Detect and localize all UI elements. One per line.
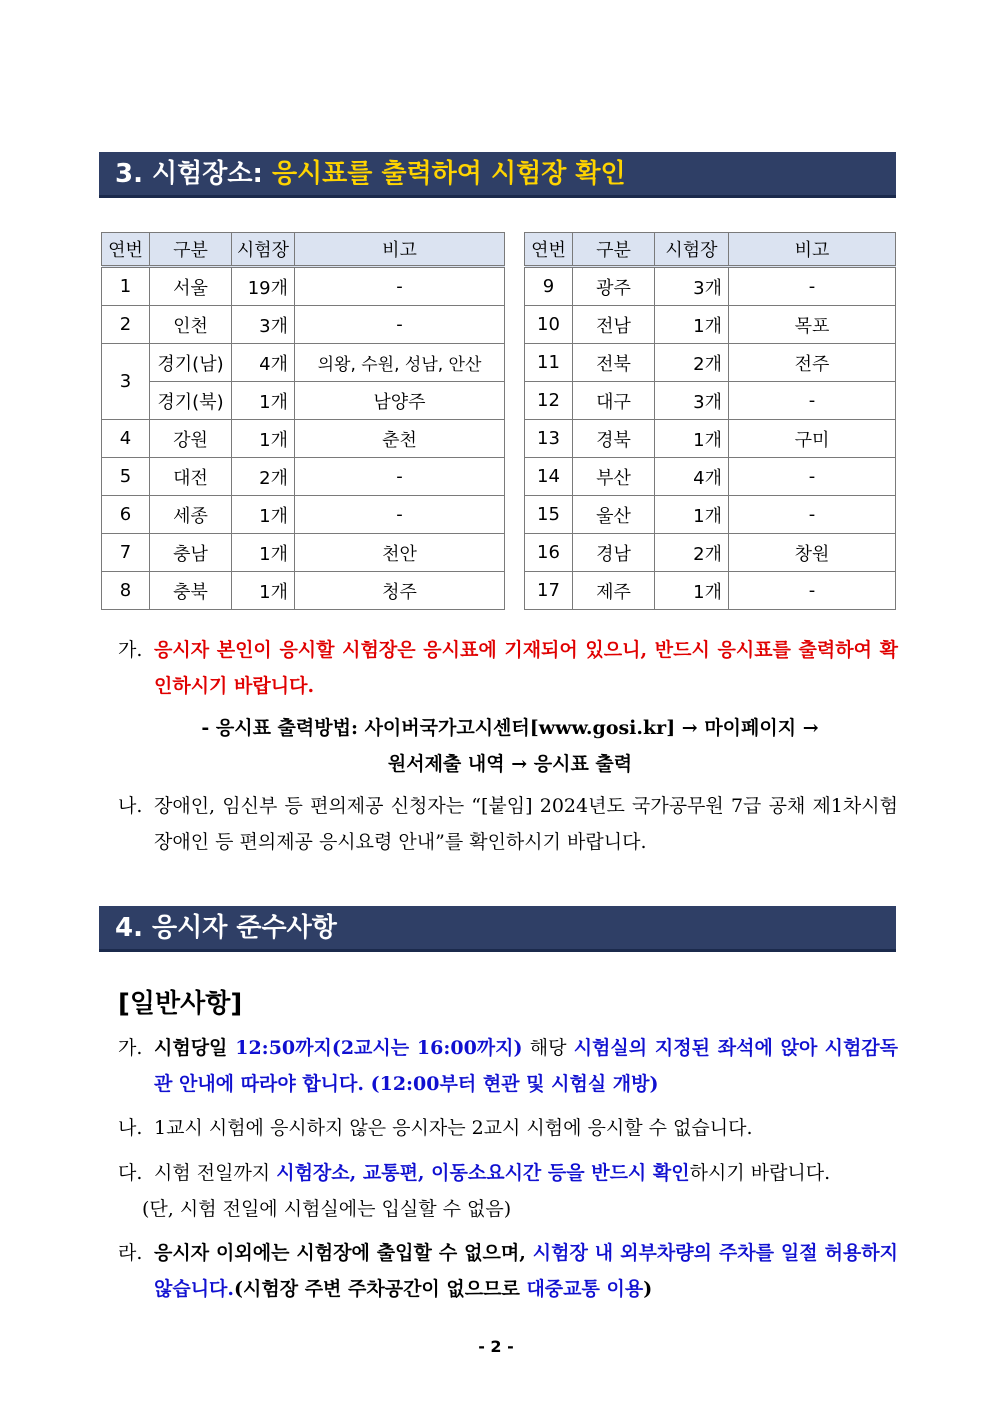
cell-note: 창원 <box>729 534 896 572</box>
cell-count: 4개 <box>232 344 295 382</box>
table-row <box>102 458 505 496</box>
cell-region: 세종 <box>150 496 232 534</box>
cell-count: 1개 <box>232 534 295 572</box>
rule-ga-part-4: 시험실의 지정된 좌석에 앉아 <box>573 1037 818 1059</box>
cell-no: 15 <box>525 496 573 534</box>
table-row <box>525 458 896 496</box>
note-ga <box>118 632 898 704</box>
rule-na-text: 1교시 시험에 응시하지 않은 응시자는 2교시 시험에 응시할 수 없습니다. <box>154 1117 753 1139</box>
cell-no: 17 <box>525 572 573 610</box>
table-row <box>102 496 505 534</box>
cell-no: 10 <box>525 306 573 344</box>
cell-region: 충남 <box>150 534 232 572</box>
rule-ra-part-5: ) <box>643 1278 653 1300</box>
note-na <box>118 788 898 860</box>
cell-count: 3개 <box>655 267 729 306</box>
rule-ra-part-4: 대중교통 이용 <box>526 1278 644 1300</box>
cell-note: - <box>295 496 505 534</box>
rule-ga <box>118 1030 898 1102</box>
cell-count: 1개 <box>655 496 729 534</box>
cell-note: 구미 <box>729 420 896 458</box>
header-note: 비고 <box>729 233 896 267</box>
rule-ra-part-2: 시험장 내 외부차량의 주차를 일절 허용하지 않습니다. <box>154 1242 898 1300</box>
header-count: 시험장 <box>655 233 729 267</box>
table-row <box>102 420 505 458</box>
rule-da-part-1: 시험 전일까지 <box>154 1162 277 1184</box>
cell-count: 1개 <box>232 382 295 420</box>
cell-note: - <box>729 496 896 534</box>
cell-count: 4개 <box>655 458 729 496</box>
table-row <box>102 572 505 610</box>
cell-region: 경북 <box>573 420 655 458</box>
page-number: - 2 - <box>478 1337 514 1356</box>
table-row <box>525 306 896 344</box>
cell-region: 경기(남) <box>150 344 232 382</box>
cell-region: 광주 <box>573 267 655 306</box>
cell-region: 충북 <box>150 572 232 610</box>
table-row <box>525 420 896 458</box>
exam-site-table-right <box>524 232 896 610</box>
print-method-line-2: 원서제출 내역 → 응시표 출력 <box>387 753 633 775</box>
rule-ga-part-2: 12:50까지(2교시는 16:00까지) <box>235 1037 523 1059</box>
rule-ra-part-3: (시험장 주변 주차공간이 없으므로 <box>234 1278 527 1300</box>
table-row <box>525 344 896 382</box>
table-row <box>102 344 505 382</box>
cell-note: - <box>295 306 505 344</box>
rule-da-part-3: 하시기 바랍니다. <box>689 1162 831 1184</box>
header-count: 시험장 <box>232 233 295 267</box>
table-header-row <box>525 233 896 267</box>
cell-region: 경남 <box>573 534 655 572</box>
note-na-marker: 나. <box>118 795 143 817</box>
cell-no: 7 <box>102 534 150 572</box>
cell-no: 11 <box>525 344 573 382</box>
cell-note: 전주 <box>729 344 896 382</box>
cell-count: 1개 <box>232 420 295 458</box>
cell-region: 전남 <box>573 306 655 344</box>
rule-na <box>118 1110 898 1146</box>
cell-note: - <box>729 572 896 610</box>
cell-no: 5 <box>102 458 150 496</box>
rule-da <box>118 1155 898 1227</box>
cell-no: 8 <box>102 572 150 610</box>
rule-ra-marker: 라. <box>118 1242 143 1264</box>
cell-no: 12 <box>525 382 573 420</box>
header-note: 비고 <box>295 233 505 267</box>
cell-region: 전북 <box>573 344 655 382</box>
section-4-header <box>99 906 896 952</box>
rule-ga-marker: 가. <box>118 1037 143 1059</box>
cell-region: 울산 <box>573 496 655 534</box>
exam-site-table-left <box>101 232 505 610</box>
table-row <box>102 534 505 572</box>
rule-ra-text <box>154 1235 898 1307</box>
table-row <box>102 267 505 306</box>
cell-note: 남양주 <box>295 382 505 420</box>
section-4-title: 4. 응시자 준수사항 <box>115 913 337 943</box>
table-header-row <box>102 233 505 267</box>
cell-count: 1개 <box>655 306 729 344</box>
section-3-header <box>99 152 896 198</box>
header-region: 구분 <box>150 233 232 267</box>
cell-region: 제주 <box>573 572 655 610</box>
cell-note: 의왕, 수원, 성남, 안산 <box>295 344 505 382</box>
cell-count: 3개 <box>655 382 729 420</box>
section-3-title-highlight: 응시표를 출력하여 시험장 확인 <box>271 159 626 189</box>
cell-count: 1개 <box>232 496 295 534</box>
cell-note: 춘천 <box>295 420 505 458</box>
cell-no: 4 <box>102 420 150 458</box>
cell-no: 9 <box>525 267 573 306</box>
section-3-title: 3. 시험장소: <box>115 159 272 189</box>
rule-da-text <box>154 1155 898 1191</box>
cell-count: 3개 <box>232 306 295 344</box>
cell-no: 6 <box>102 496 150 534</box>
table-row <box>525 382 896 420</box>
rule-da-marker: 다. <box>118 1162 143 1184</box>
cell-no: 2 <box>102 306 150 344</box>
rule-na-marker: 나. <box>118 1117 143 1139</box>
cell-no: 16 <box>525 534 573 572</box>
header-no: 연번 <box>525 233 573 267</box>
cell-count: 2개 <box>232 458 295 496</box>
rule-ga-part-5: 시험감독관 안내에 따라야 합니다. (12:00부터 현관 및 시험실 개방) <box>154 1037 899 1095</box>
cell-region: 경기(북) <box>150 382 232 420</box>
print-method-line-1: - 응시표 출력방법: 사이버국가고시센터[www.gosi.kr] → 마이페이지 → <box>201 717 819 739</box>
rule-ga-text <box>154 1030 898 1102</box>
rule-da-note: (단, 시험 전일에 시험실에는 입실할 수 없음) <box>142 1198 512 1220</box>
cell-note: - <box>729 267 896 306</box>
cell-no: 13 <box>525 420 573 458</box>
table-row <box>102 306 505 344</box>
table-row <box>525 572 896 610</box>
cell-count: 19개 <box>232 267 295 306</box>
table-row <box>525 267 896 306</box>
cell-note: 천안 <box>295 534 505 572</box>
table-row <box>102 382 505 420</box>
cell-region: 대전 <box>150 458 232 496</box>
cell-no: 1 <box>102 267 150 306</box>
table-row <box>525 496 896 534</box>
rule-ga-part-3: 해당 <box>522 1037 574 1059</box>
general-rules-heading: [일반사항] <box>118 989 243 1019</box>
cell-region: 부산 <box>573 458 655 496</box>
header-region: 구분 <box>573 233 655 267</box>
cell-count: 1개 <box>232 572 295 610</box>
cell-region: 대구 <box>573 382 655 420</box>
rule-da-part-2: 시험장소, 교통편, 이동소요시간 등을 반드시 확인 <box>276 1162 690 1184</box>
cell-count: 1개 <box>655 572 729 610</box>
note-ga-text: 응시자 본인이 응시할 시험장은 응시표에 기재되어 있으니, 반드시 응시표를 출력하여 확인하시기 바랍니다. <box>154 639 898 697</box>
cell-count: 2개 <box>655 344 729 382</box>
cell-no: 14 <box>525 458 573 496</box>
rule-ga-part-1: 시험당일 <box>154 1037 236 1059</box>
cell-region: 인천 <box>150 306 232 344</box>
note-na-text: 장애인, 임신부 등 편의제공 신청자는 “[붙임] 2024년도 국가공무원 7급 공채 제1차시험 장애인 등 편의제공 응시요령 안내”를 확인하시기 바랍니다. <box>154 795 898 853</box>
note-ga-marker: 가. <box>118 639 143 661</box>
header-no: 연번 <box>102 233 150 267</box>
cell-note: - <box>729 458 896 496</box>
cell-no: 3 <box>102 344 150 420</box>
cell-note: - <box>729 382 896 420</box>
rule-ra-part-1: 응시자 이외에는 시험장에 출입할 수 없으며, <box>154 1242 533 1264</box>
cell-region: 강원 <box>150 420 232 458</box>
cell-region: 서울 <box>150 267 232 306</box>
cell-note: - <box>295 458 505 496</box>
cell-note: 청주 <box>295 572 505 610</box>
table-row <box>525 534 896 572</box>
rule-ra <box>118 1235 898 1307</box>
cell-note: 목포 <box>729 306 896 344</box>
cell-note: - <box>295 267 505 306</box>
cell-count: 2개 <box>655 534 729 572</box>
cell-count: 1개 <box>655 420 729 458</box>
